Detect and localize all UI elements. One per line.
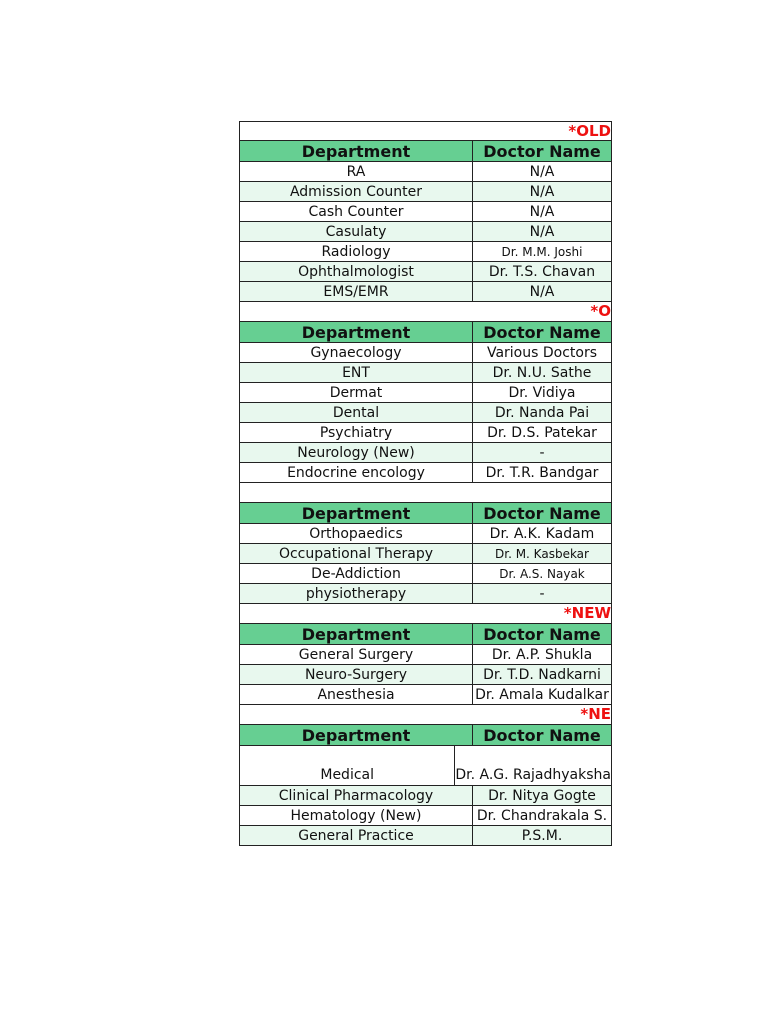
doctor-cell: N/A [529,283,555,300]
department-cell: Clinical Pharmacology [240,786,473,805]
doctor-cell: Dr. Chandrakala S. [476,807,608,824]
department-cell: Ophthalmologist [240,262,473,281]
table-row [239,544,612,564]
table-row [239,343,612,363]
table-row [239,786,612,806]
doctor-cell: Dr. Nitya Gogte [488,787,596,804]
table-row [239,665,612,685]
doctor-cell: Dr. A.G. Rajadhyaksha [455,767,611,783]
doctor-name-header: Doctor Name [483,322,601,342]
table-header-row [239,503,612,524]
doctor-cell: - [539,585,545,602]
department-cell: EMS/EMR [240,282,473,301]
department-cell: RA [240,162,473,181]
table-row [239,222,612,242]
section-label-row [239,302,612,322]
department-header: Department [240,725,473,745]
doctor-cell: Dr. M.M. Joshi [501,244,583,259]
doctor-cell: Dr. A.S. Nayak [499,566,585,581]
department-cell: Orthopaedics [240,524,473,543]
table-row [239,182,612,202]
doctor-cell: Dr. N.U. Sathe [492,364,592,381]
department-cell: Psychiatry [240,423,473,442]
department-cell: Occupational Therapy [240,544,473,563]
table-row [239,423,612,443]
doctor-cell: P.S.M. [521,827,563,844]
section-label-row [239,483,612,503]
table-row [239,262,612,282]
table-row [239,806,612,826]
doctor-cell: Dr. Amala Kudalkar [475,686,609,703]
doctor-cell: Dr. T.R. Bandgar [485,464,599,481]
doctor-name-header: Doctor Name [483,624,601,644]
department-cell: Endocrine encology [240,463,473,482]
table-row [239,443,612,463]
doctor-cell: N/A [529,163,555,180]
table-row [239,282,612,302]
department-cell: Casulaty [240,222,473,241]
table-header-row [239,725,612,746]
table-row [239,242,612,262]
department-cell: General Surgery [240,645,473,664]
department-cell: Cash Counter [240,202,473,221]
doctor-cell: N/A [529,223,555,240]
department-cell: Gynaecology [240,343,473,362]
department-cell: Radiology [240,242,473,261]
table-row [239,746,612,786]
table-row [239,403,612,423]
doctor-directory-sheet [239,121,612,846]
doctor-cell: Dr. T.D. Nadkarni [483,666,601,683]
doctor-cell: N/A [529,183,555,200]
doctor-cell: Dr. A.P. Shukla [491,646,593,663]
department-cell: physiotherapy [240,584,473,603]
doctor-name-header: Doctor Name [483,141,601,161]
department-cell: Anesthesia [240,685,473,704]
doctor-cell: Dr. M. Kasbekar [495,546,589,561]
table-row [239,383,612,403]
table-row [239,564,612,584]
department-cell: De-Addiction [240,564,473,583]
department-cell: General Practice [240,826,473,845]
section-label: *OLD [568,122,611,140]
section-label-row [239,705,612,725]
table-header-row [239,624,612,645]
department-cell: Dental [240,403,473,422]
department-cell: Medical [240,746,455,785]
section-label-row [239,604,612,624]
table-header-row [239,141,612,162]
department-header: Department [240,141,473,161]
table-row [239,463,612,483]
doctor-name-header: Doctor Name [483,503,601,523]
department-cell: Admission Counter [240,182,473,201]
doctor-cell: Dr. Vidiya [508,384,576,401]
table-row [239,645,612,665]
table-header-row [239,322,612,343]
table-row [239,524,612,544]
table-row [239,584,612,604]
doctor-cell: Various Doctors [486,344,598,361]
department-header: Department [240,624,473,644]
doctor-cell: Dr. Nanda Pai [494,404,590,421]
table-row [239,826,612,846]
department-cell: Hematology (New) [240,806,473,825]
section-label-row [239,121,612,141]
doctor-cell: - [539,444,545,461]
doctor-cell: Dr. T.S. Chavan [488,263,596,280]
doctor-cell: Dr. A.K. Kadam [489,525,595,542]
department-header: Department [240,322,473,342]
table-row [239,363,612,383]
department-cell: Neurology (New) [240,443,473,462]
department-cell: Neuro-Surgery [240,665,473,684]
department-header: Department [240,503,473,523]
table-row [239,202,612,222]
department-cell: ENT [240,363,473,382]
section-label: *NE [580,705,611,723]
section-label: *O [590,302,611,320]
table-row [239,162,612,182]
doctor-name-header: Doctor Name [483,725,601,745]
section-label: *NEW [563,604,611,622]
doctor-cell: N/A [529,203,555,220]
department-cell: Dermat [240,383,473,402]
table-row [239,685,612,705]
doctor-cell: Dr. D.S. Patekar [487,424,597,441]
